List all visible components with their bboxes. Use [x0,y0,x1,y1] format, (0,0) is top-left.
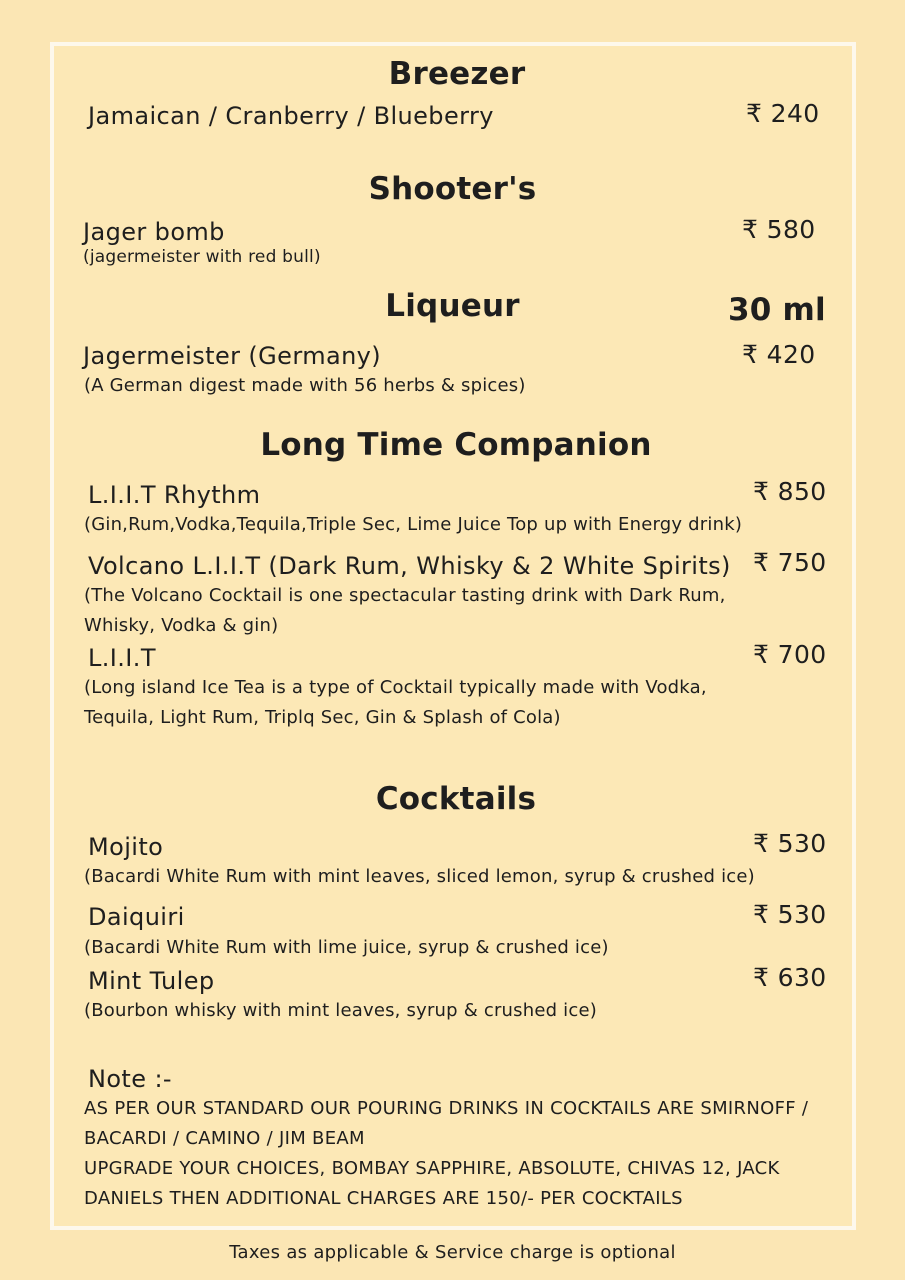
breezer-price: ₹ 240 [746,99,820,128]
breezer-item: Jamaican / Cranberry / Blueberry [88,102,494,130]
shooters-heading: Shooter's [368,171,537,207]
cocktail-item-price: ₹ 530 [753,900,827,929]
note-line: UPGRADE YOUR CHOICES, BOMBAY SAPPHIRE, ABSOLUTE, CHIVAS 12, JACK [84,1158,780,1179]
cocktails-heading: Cocktails [375,781,537,817]
note-line: AS PER OUR STANDARD OUR POURING DRINKS IN COCKTAILS ARE SMIRNOFF / [84,1098,809,1119]
cocktail-item-name: Mint Tulep [88,967,215,995]
companion-item-name: Volcano L.I.I.T (Dark Rum, Whisky & 2 White Spirits) [88,552,731,580]
shooters-item: Jager bomb [83,218,225,246]
liqueur-price: ₹ 420 [742,340,816,369]
breezer-heading: Breezer [388,56,526,92]
companion-item-name: L.I.I.T [88,644,156,672]
companion-item-desc: Whisky, Vodka & gin) [84,615,279,636]
cocktail-item-price: ₹ 630 [753,963,827,992]
cocktail-item-desc: (Bacardi White Rum with lime juice, syrup & crushed ice) [84,937,609,958]
cocktail-item-desc: (Bourbon whisky with mint leaves, syrup & crushed ice) [84,1000,597,1021]
companion-item-desc: Tequila, Light Rum, Triplq Sec, Gin & Splash of Cola) [84,707,561,728]
companion-item-price: ₹ 700 [753,640,827,669]
companion-item-price: ₹ 850 [753,477,827,506]
companion-item-desc: (The Volcano Cocktail is one spectacular tasting drink with Dark Rum, [84,585,726,606]
cocktail-item-name: Mojito [88,833,164,861]
companion-item-desc: (Long island Ice Tea is a type of Cocktail typically made with Vodka, [84,677,707,698]
liqueur-item-desc: (A German digest made with 56 herbs & spices) [84,375,526,396]
companion-heading: Long Time Companion [260,427,652,463]
liqueur-item: Jagermeister (Germany) [83,342,382,370]
liqueur-heading: Liqueur [385,288,520,324]
companion-item-desc: (Gin,Rum,Vodka,Tequila,Triple Sec, Lime Juice Top up with Energy drink) [84,514,743,535]
shooters-item-desc: (jagermeister with red bull) [83,247,321,267]
companion-item-price: ₹ 750 [753,548,827,577]
shooters-price: ₹ 580 [742,215,816,244]
note-line: BACARDI / CAMINO / JIM BEAM [84,1128,365,1149]
note-title: Note :- [88,1065,172,1093]
liqueur-measure: 30 ml [728,292,826,328]
cocktail-item-name: Daiquiri [88,903,185,931]
companion-item-name: L.I.I.T Rhythm [88,481,261,509]
cocktail-item-price: ₹ 530 [753,829,827,858]
cocktail-item-desc: (Bacardi White Rum with mint leaves, sliced lemon, syrup & crushed ice) [84,866,755,887]
note-line: DANIELS THEN ADDITIONAL CHARGES ARE 150/- PER COCKTAILS [84,1188,683,1209]
footer-text: Taxes as applicable & Service charge is optional [229,1242,676,1263]
